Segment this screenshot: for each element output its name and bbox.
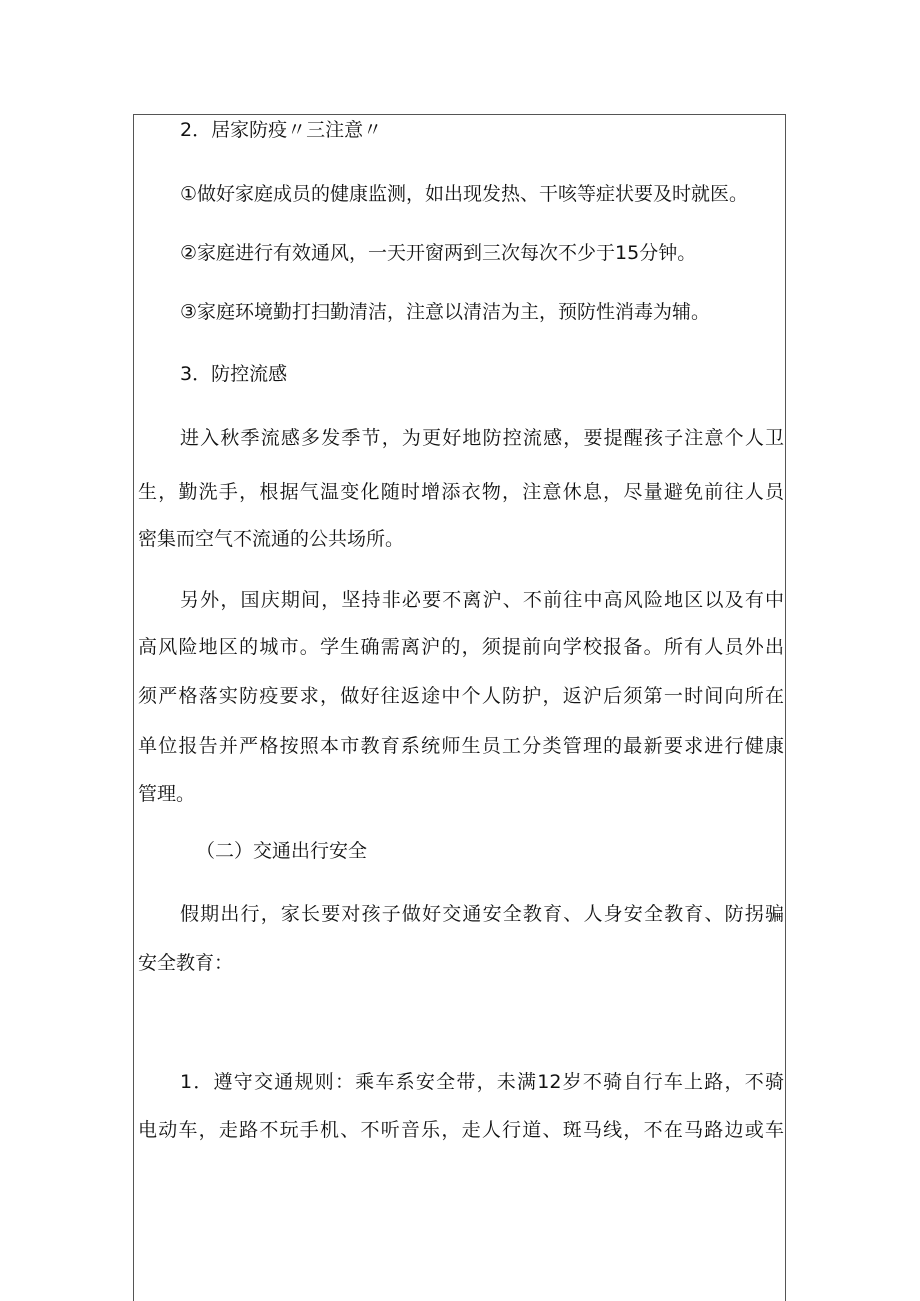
paragraph-line: ③家庭环境勤打扫勤清洁，注意以清洁为主，预防性消毒为辅。 [180, 301, 711, 323]
paragraph-line: 另外，国庆期间，坚持非必要不离沪、不前往中高风险地区以及有中 [180, 589, 784, 611]
paragraph-line: 高风险地区的城市。学生确需离沪的，须提前向学校报备。所有人员外出 [138, 636, 784, 658]
paragraph-line: 单位报告并严格按照本市教育系统师生员工分类管理的最新要求进行健康 [138, 735, 784, 757]
paragraph-line: 须严格落实防疫要求，做好往返途中个人防护，返沪后须第一时间向所在 [138, 685, 784, 707]
paragraph-line: 密集而空气不流通的公共场所。 [138, 528, 405, 550]
paragraph-line: 电动车，走路不玩手机、不听音乐，走人行道、斑马线，不在马路边或车 [138, 1119, 784, 1141]
section-heading-traffic-safety: （二）交通出行安全 [196, 840, 368, 862]
paragraph-line: ②家庭进行有效通风，一天开窗两到三次每次不少于15分钟。 [180, 242, 697, 264]
paragraph-line: ①做好家庭成员的健康监测，如出现发热、干咳等症状要及时就医。 [180, 183, 749, 205]
paragraph-line: 安全教育： [138, 952, 234, 974]
paragraph-line: 进入秋季流感多发季节，为更好地防控流感，要提醒孩子注意个人卫 [180, 427, 784, 449]
heading-flu-prevention: 3．防控流感 [180, 363, 288, 385]
paragraph-line: 假期出行，家长要对孩子做好交通安全教育、人身安全教育、防拐骗 [180, 903, 784, 925]
heading-home-prevention: 2．居家防疫〃三注意〃 [180, 119, 383, 141]
paragraph-line: 生，勤洗手，根据气温变化随时增添衣物，注意休息，尽量避免前往人员 [138, 481, 784, 503]
paragraph-line: 管理。 [138, 783, 196, 805]
paragraph-line: 1．遵守交通规则：乘车系安全带，未满12岁不骑自行车上路，不骑 [180, 1071, 784, 1093]
